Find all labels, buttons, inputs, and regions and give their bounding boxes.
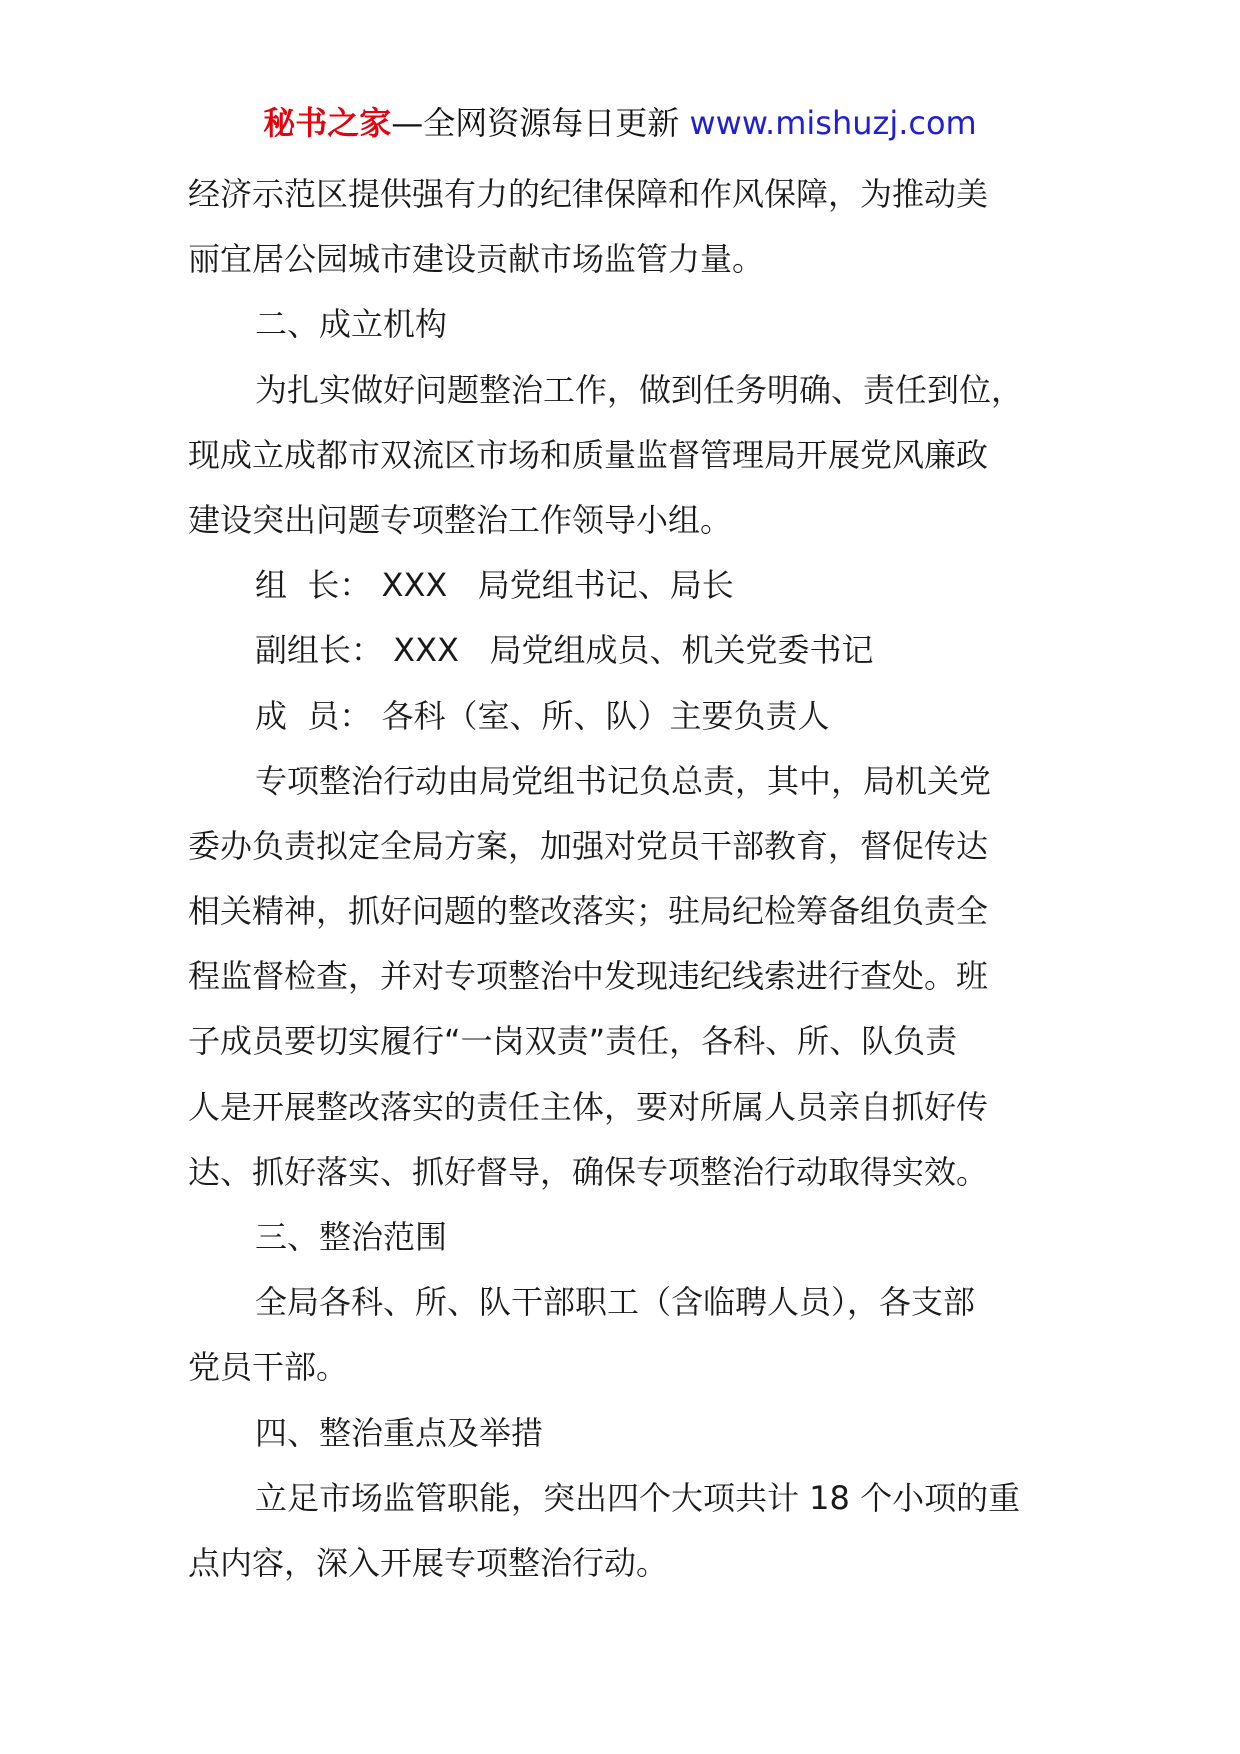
body-text-line: 人是开展整改落实的责任主体，要对所属人员亲自抓好传 xyxy=(188,1087,989,1126)
paragraph-start-line: 立足市场监管职能，突出四个大项共计 18 个小项的重 xyxy=(255,1478,1021,1517)
body-text-line: 程监督检查，并对专项整治中发现违纪线索进行查处。班 xyxy=(188,957,989,996)
body-text-line: 丽宜居公园城市建设贡献市场监管力量。 xyxy=(188,240,765,279)
paragraph-start-line: 全局各科、所、队干部职工（含临聘人员），各支部 xyxy=(255,1283,976,1322)
members-line: 成 员： 各科（室、所、队）主要负责人 xyxy=(255,696,830,735)
page-header xyxy=(0,101,1240,145)
body-text-line: 子成员要切实履行“一岗双责”责任，各科、所、队负责 xyxy=(188,1022,958,1061)
brand-name: 秘书之家 xyxy=(263,104,392,142)
header-tagline: —全网资源每日更新 xyxy=(391,104,680,142)
body-text-line: 党员干部。 xyxy=(188,1348,349,1387)
section-heading: 四、整治重点及举措 xyxy=(255,1413,544,1452)
group-leader-line: 组 长： XXX 局党组书记、局长 xyxy=(255,566,734,605)
body-text-line: 建设突出问题专项整治工作领导小组。 xyxy=(188,500,733,539)
body-text-line: 经济示范区提供强有力的纪律保障和作风保障，为推动美 xyxy=(188,175,989,213)
deputy-leader-line: 副组长： XXX 局党组成员、机关党委书记 xyxy=(255,631,874,670)
section-heading: 二、成立机构 xyxy=(255,305,448,344)
body-text-line: 委办负责拟定全局方案，加强对党员干部教育，督促传达 xyxy=(188,826,989,865)
section-heading: 三、整治范围 xyxy=(255,1218,448,1256)
paragraph-start-line: 为扎实做好问题整治工作，做到任务明确、责任到位， xyxy=(255,370,1024,409)
paragraph-start-line: 专项整治行动由局党组书记负总责，其中，局机关党 xyxy=(255,761,992,800)
body-text-line: 现成立成都市双流区市场和质量监督管理局开展党风廉政 xyxy=(188,435,989,474)
body-text-line: 点内容，深入开展专项整治行动。 xyxy=(188,1543,669,1582)
website-link[interactable]: www.mishuzj.com xyxy=(689,104,977,142)
body-text-line: 达、抓好落实、抓好督导，确保专项整治行动取得实效。 xyxy=(188,1152,989,1191)
document-body xyxy=(188,162,1058,1596)
body-text-line: 相关精神，抓好问题的整改落实；驻局纪检筹备组负责全 xyxy=(188,892,989,931)
